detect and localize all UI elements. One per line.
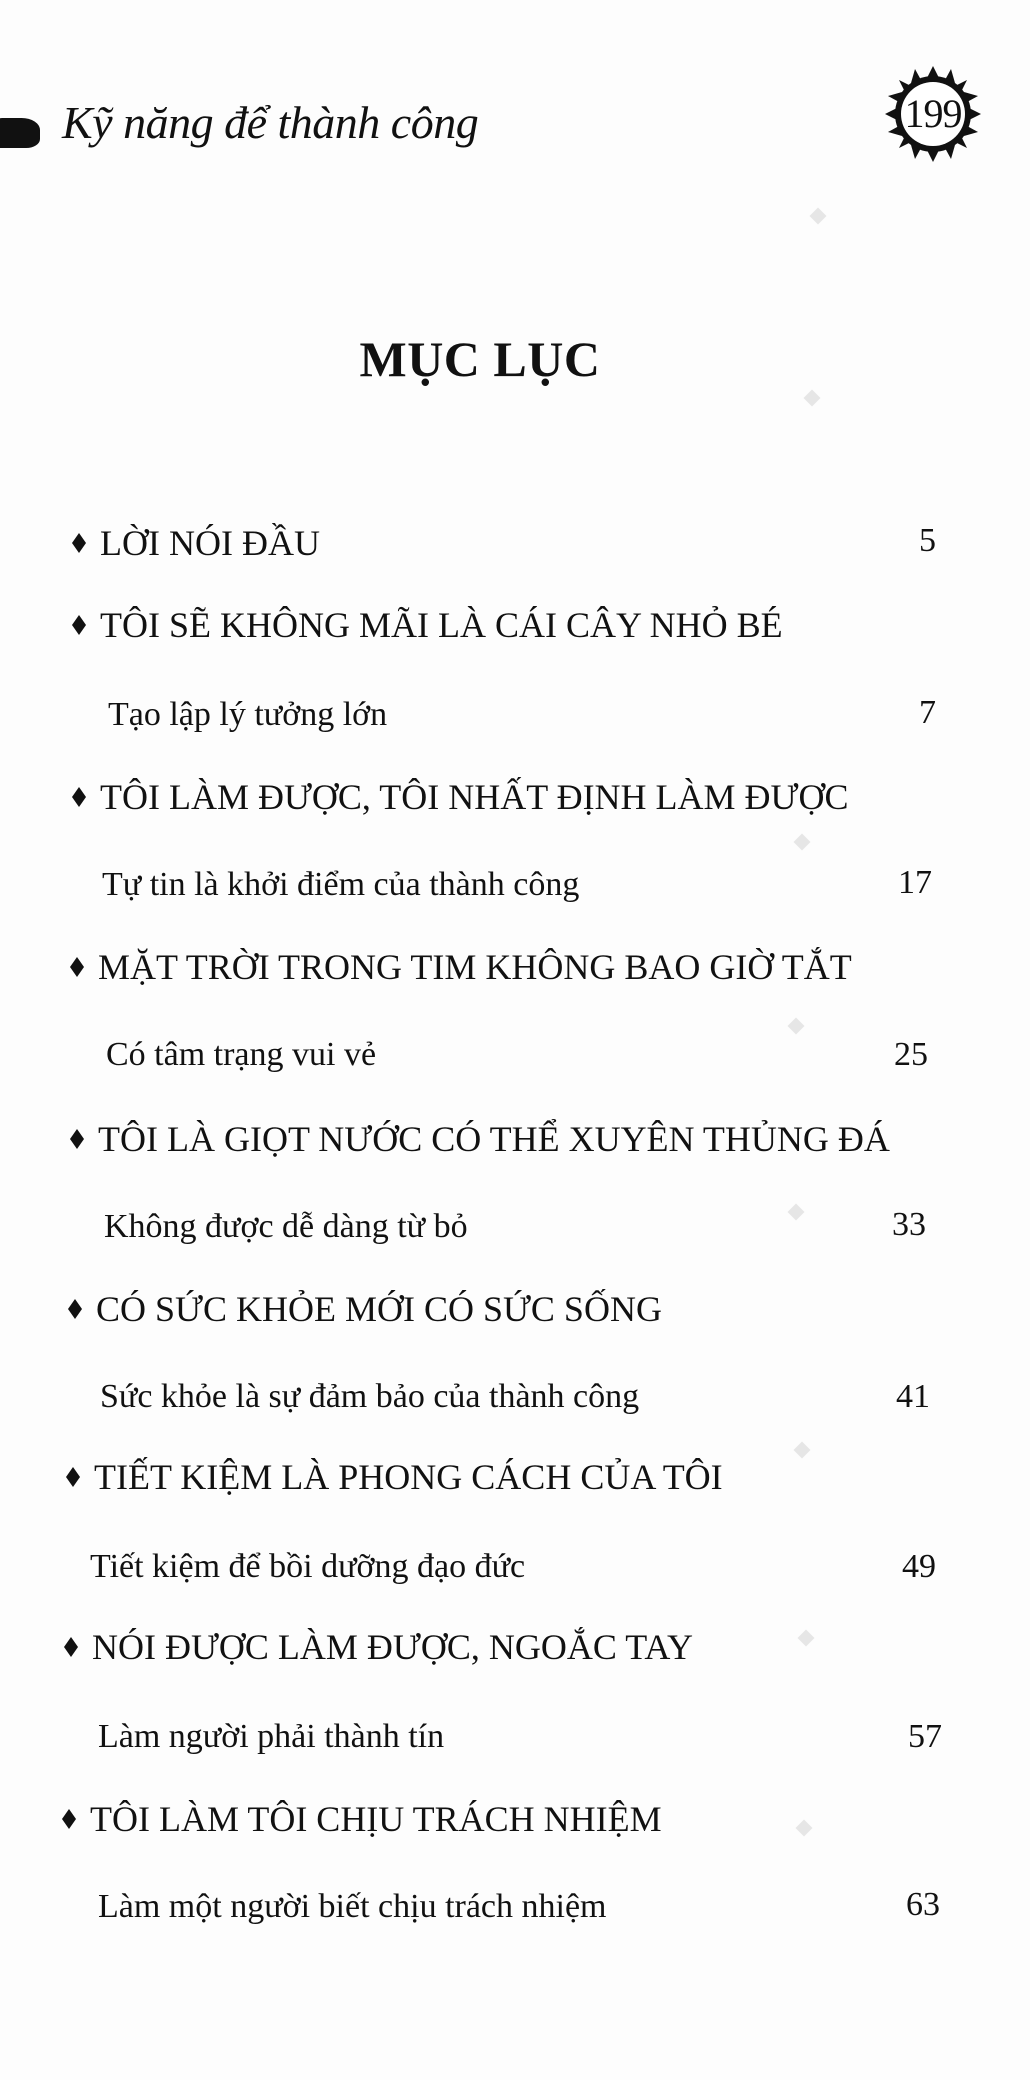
toc-chapter <box>70 946 852 988</box>
toc-chapter <box>72 776 849 818</box>
page-number-badge <box>883 64 983 164</box>
diamond-bullet-icon <box>70 957 84 977</box>
toc-page-number: 7 <box>919 694 936 731</box>
chapter-title: TÔI LÀM ĐƯỢC, TÔI NHẤT ĐỊNH LÀM ĐƯỢC <box>100 777 849 817</box>
chapter-title: LỜI NÓI ĐẦU <box>100 523 320 563</box>
toc-page-number: 33 <box>892 1206 926 1243</box>
toc-chapter <box>72 604 783 646</box>
toc-page-number: 63 <box>906 1886 940 1923</box>
diamond-bullet-icon <box>70 1129 84 1149</box>
toc-page-number: 57 <box>908 1718 942 1755</box>
toc-section: Tiết kiệm để bồi dưỡng đạo đức <box>90 1548 526 1585</box>
page-number: 199 <box>904 91 962 136</box>
show-through-mark <box>796 1820 813 1837</box>
diamond-bullet-icon <box>64 1637 78 1657</box>
toc-chapter <box>68 1288 662 1330</box>
show-through-mark <box>798 1630 815 1647</box>
diamond-bullet-icon <box>72 787 86 807</box>
show-through-mark <box>788 1018 805 1035</box>
show-through-mark <box>788 1204 805 1221</box>
chapter-title: TÔI LÀM TÔI CHỊU TRÁCH NHIỆM <box>90 1799 662 1839</box>
diamond-bullet-icon <box>68 1299 82 1319</box>
toc-section: Làm người phải thành tín <box>98 1718 445 1755</box>
diamond-bullet-icon <box>66 1467 80 1487</box>
chapter-title: TÔI SẼ KHÔNG MÃI LÀ CÁI CÂY NHỎ BÉ <box>100 605 783 645</box>
chapter-title: NÓI ĐƯỢC LÀM ĐƯỢC, NGOẮC TAY <box>92 1627 694 1667</box>
toc-section: Tự tin là khởi điểm của thành công <box>102 866 580 903</box>
toc-chapter <box>70 1118 890 1160</box>
toc-page-number: 49 <box>902 1548 936 1585</box>
toc-section: Làm một người biết chịu trách nhiệm <box>98 1888 607 1925</box>
show-through-mark <box>810 208 827 225</box>
toc-chapter <box>72 522 320 564</box>
show-through-mark <box>794 1442 811 1459</box>
corner-ink-mark <box>0 118 40 148</box>
toc-section: Không được dễ dàng từ bỏ <box>104 1208 468 1245</box>
toc-chapter <box>64 1626 693 1668</box>
chapter-title: TÔI LÀ GIỌT NƯỚC CÓ THỂ XUYÊN THỦNG ĐÁ <box>98 1119 890 1159</box>
show-through-mark <box>794 834 811 851</box>
toc-page-number: 17 <box>898 864 932 901</box>
diamond-bullet-icon <box>72 533 86 553</box>
toc-chapter <box>66 1456 723 1498</box>
toc-title: MỤC LỤC <box>359 331 601 387</box>
diamond-bullet-icon <box>72 615 86 635</box>
toc-section: Sức khỏe là sự đảm bảo của thành công <box>100 1378 640 1415</box>
toc-section: Có tâm trạng vui vẻ <box>106 1036 377 1073</box>
toc-page-number: 25 <box>894 1036 928 1073</box>
chapter-title: CÓ SỨC KHỎE MỚI CÓ SỨC SỐNG <box>96 1289 662 1329</box>
toc-section: Tạo lập lý tưởng lớn <box>108 696 388 733</box>
toc-chapter <box>62 1798 662 1840</box>
chapter-title: TIẾT KIỆM LÀ PHONG CÁCH CỦA TÔI <box>94 1457 723 1497</box>
diamond-bullet-icon <box>62 1809 76 1829</box>
show-through-mark <box>804 390 821 407</box>
toc-page-number: 5 <box>919 522 936 559</box>
toc-page-number: 41 <box>896 1378 930 1415</box>
running-title: Kỹ năng để thành công <box>62 97 479 148</box>
chapter-title: MẶT TRỜI TRONG TIM KHÔNG BAO GIỜ TẮT <box>98 947 852 987</box>
